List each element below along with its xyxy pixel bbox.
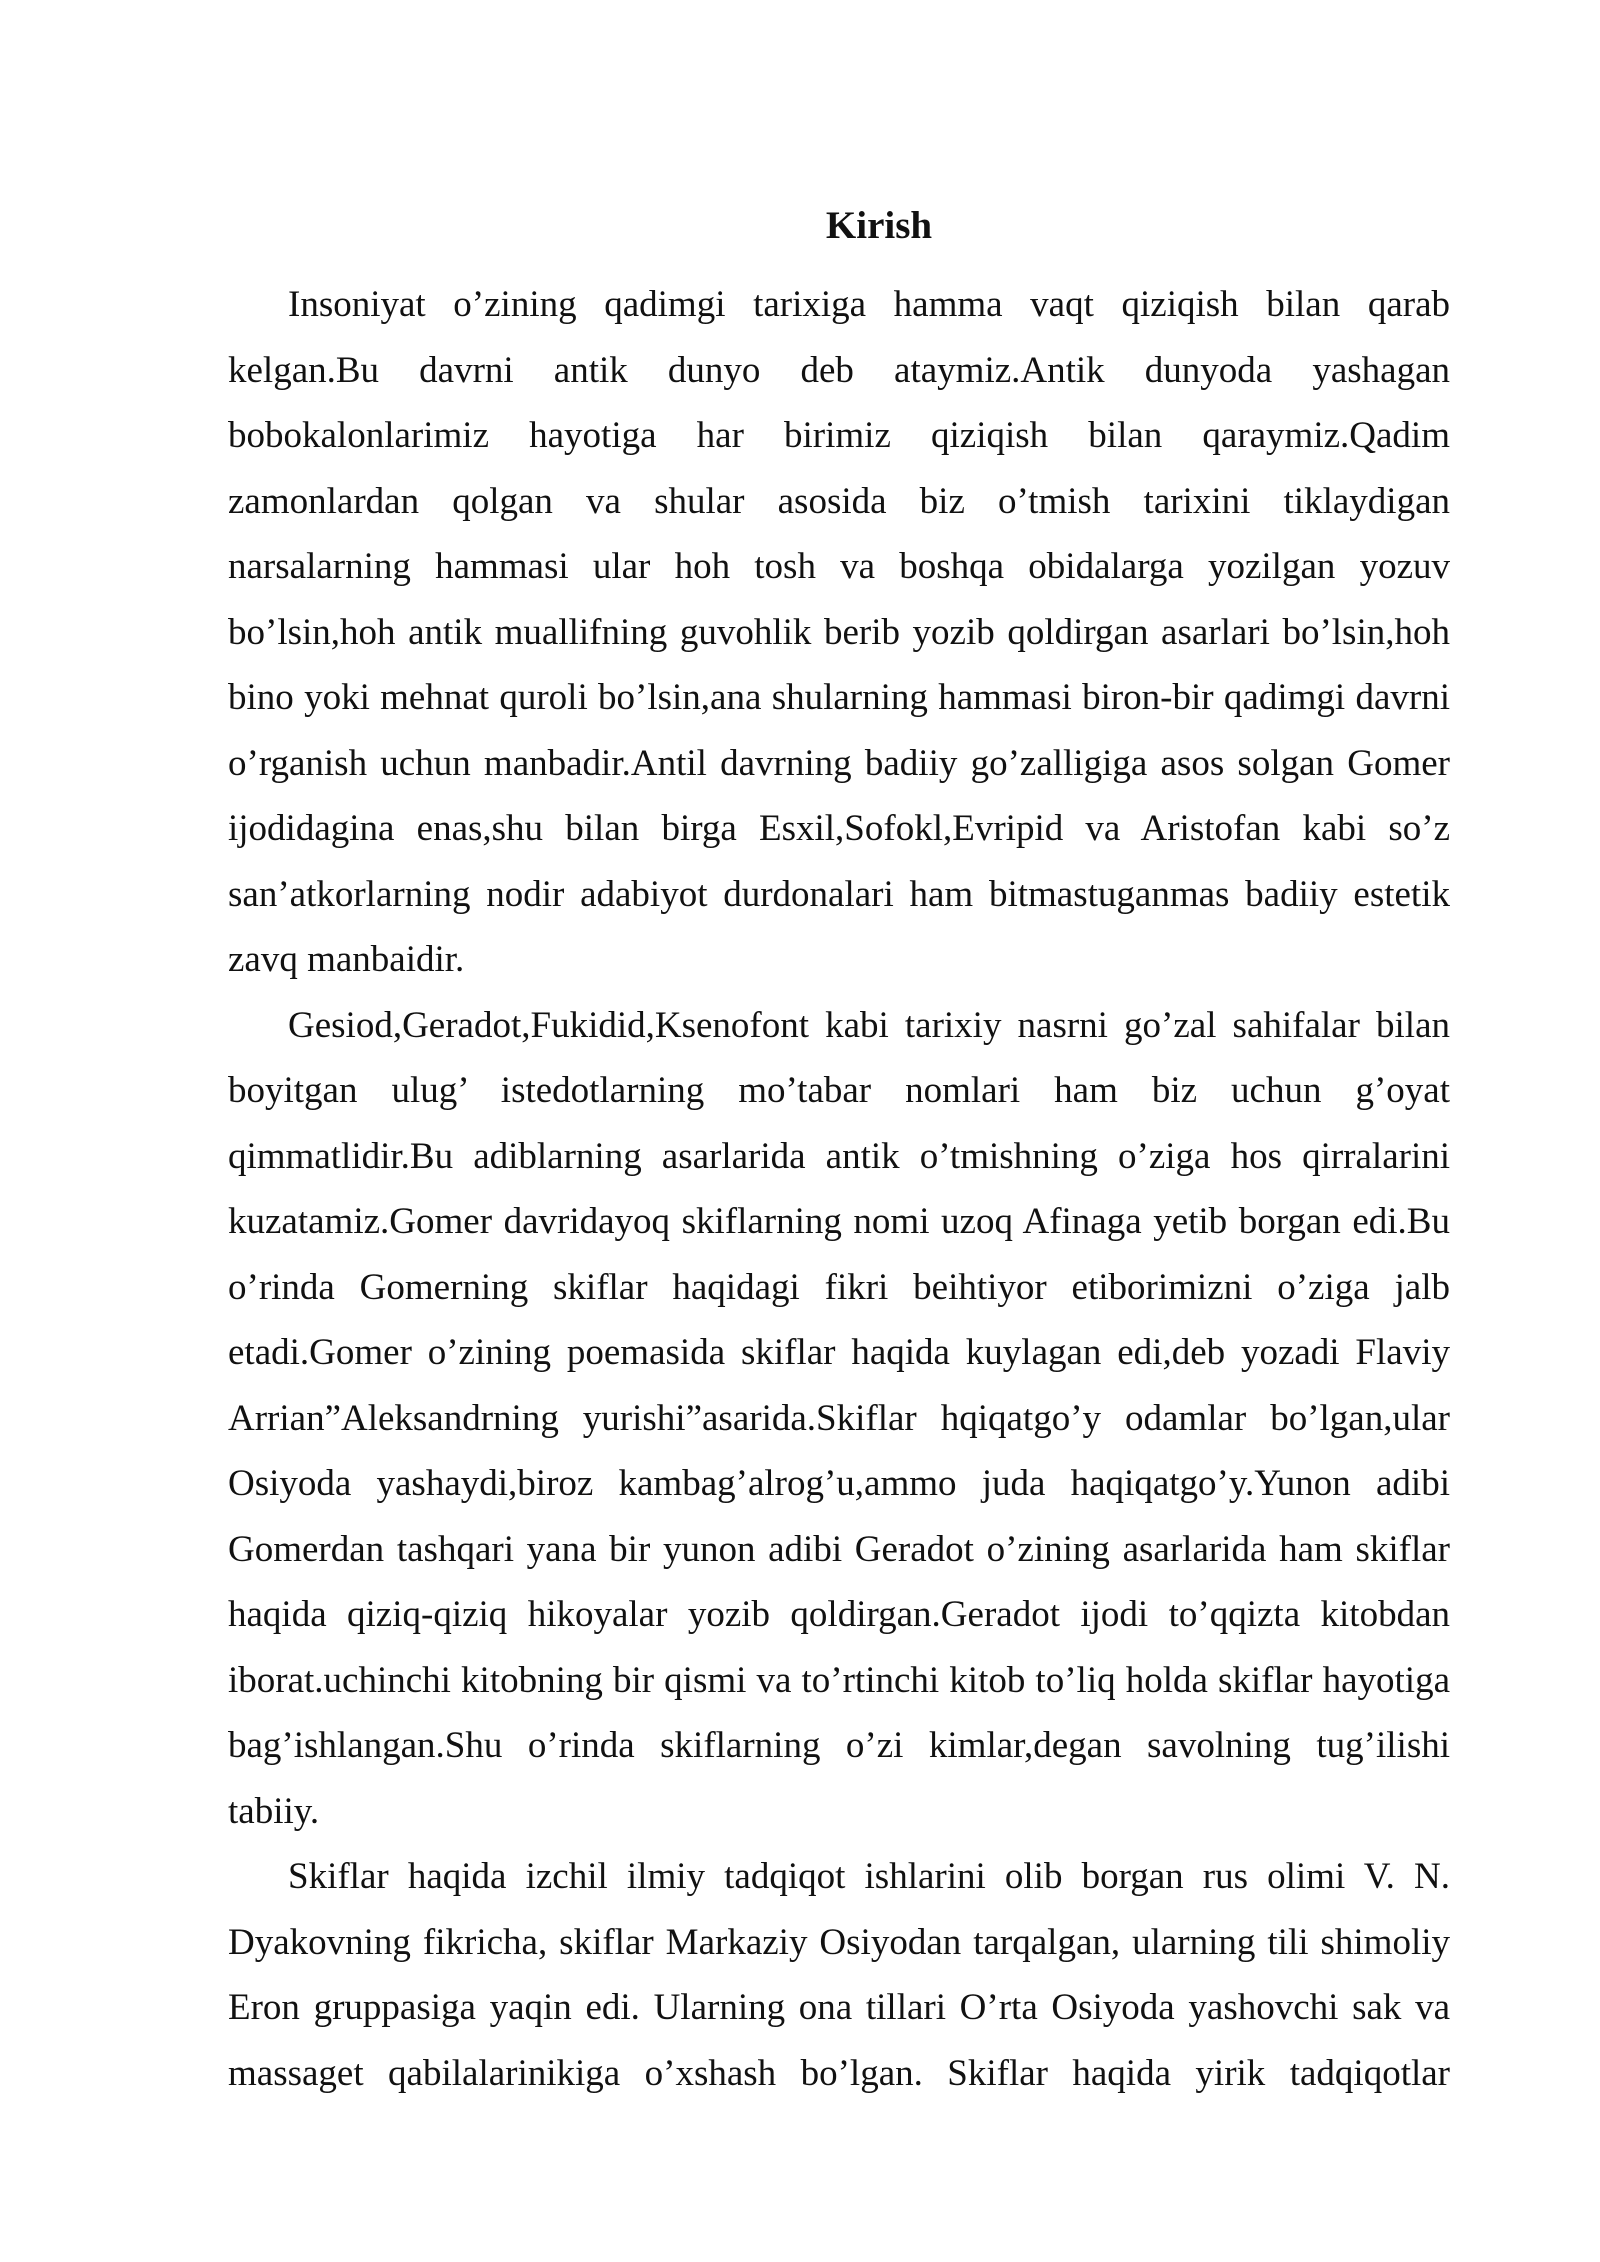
paragraph-skiflar-research: Skiflar haqida izchil ilmiy tadqiqot ishlarini olib borgan rus olimi V. N. Dyakovning fikricha, skiflar Markaziy Osiyodan tarqalgan, ularning tili shimoliy Eron gruppasiga yaqin edi. Ularning ona tillari O’rta Osiyoda yashovchi sak va massaget qabilalarinikiga o’xshash bo’lgan. Skiflar haqida yirik tadqiqotlar	[228, 1856, 1450, 2094]
document-title: Kirish	[825, 204, 933, 247]
paragraph-intro: Insoniyat o’zining qadimgi tarixiga hamma vaqt qiziqish bilan qarab kelgan.Bu davrni antik dunyo deb ataymiz.Antik dunyoda yashagan bobokalonlarimiz hayotiga har birimiz qiziqish bilan qaraymiz.Qadim zamonlardan qolgan va shular asosida biz o’tmish tarixini tiklaydigan narsalarning hammasi ular hoh tosh va boshqa obidalarga yozilgan yozuv bo’lsin,hoh antik muallifning guvohlik berib yozib qoldirgan asarlari bo’lsin,hoh bino yoki mehnat quroli bo’lsin,ana shularning hammasi biron-bir qadimgi davrni o’rganish uchun manbadir.Antil davrning badiiy go’zalligiga asos solgan Gomer ijodidagina enas,shu bilan birga Esxil,Sofokl,Evripid va Aristofan kabi so’z san’atkorlarning nodir adabiyot durdonalari ham bitmastuganmas badiiy estetik zavq manbaidir.	[228, 284, 1450, 980]
document-page	[228, 180, 1450, 2106]
paragraph-historians: Gesiod,Geradot,Fukidid,Ksenofont kabi tarixiy nasrni go’zal sahifalar bilan boyitgan ulug’ istedotlarning mo’tabar nomlari ham biz uchun g’oyat qimmatlidir.Bu adiblarning asarlarida antik o’tmishning o’ziga hos qirralarini kuzatamiz.Gomer davridayoq skiflarning nomi uzoq Afinaga yetib borgan edi.Bu o’rinda Gomerning skiflar haqidagi fikri beihtiyor etiborimizni o’ziga jalb etadi.Gomer o’zining poemasida skiflar haqida kuylagan edi,deb yozadi Flaviy Arrian”Aleksandrning yurishi”asarida.Skiflar hqiqatgo’y odamlar bo’lgan,ular Osiyoda yashaydi,biroz kambag’alrog’u,ammo juda haqiqatgo’y.Yunon adibi Gomerdan tashqari yana bir yunon adibi Geradot o’zining asarlarida ham skiflar haqida qiziq-qiziq hikoyalar yozib qoldirgan.Geradot ijodi to’qqizta kitobdan iborat.uchinchi kitobning bir qismi va to’rtinchi kitob to’liq holda skiflar hayotiga bag’ishlangan.Shu o’rinda skiflarning o’zi kimlar,degan savolning tug’ilishi tabiiy.	[228, 1004, 1450, 1832]
